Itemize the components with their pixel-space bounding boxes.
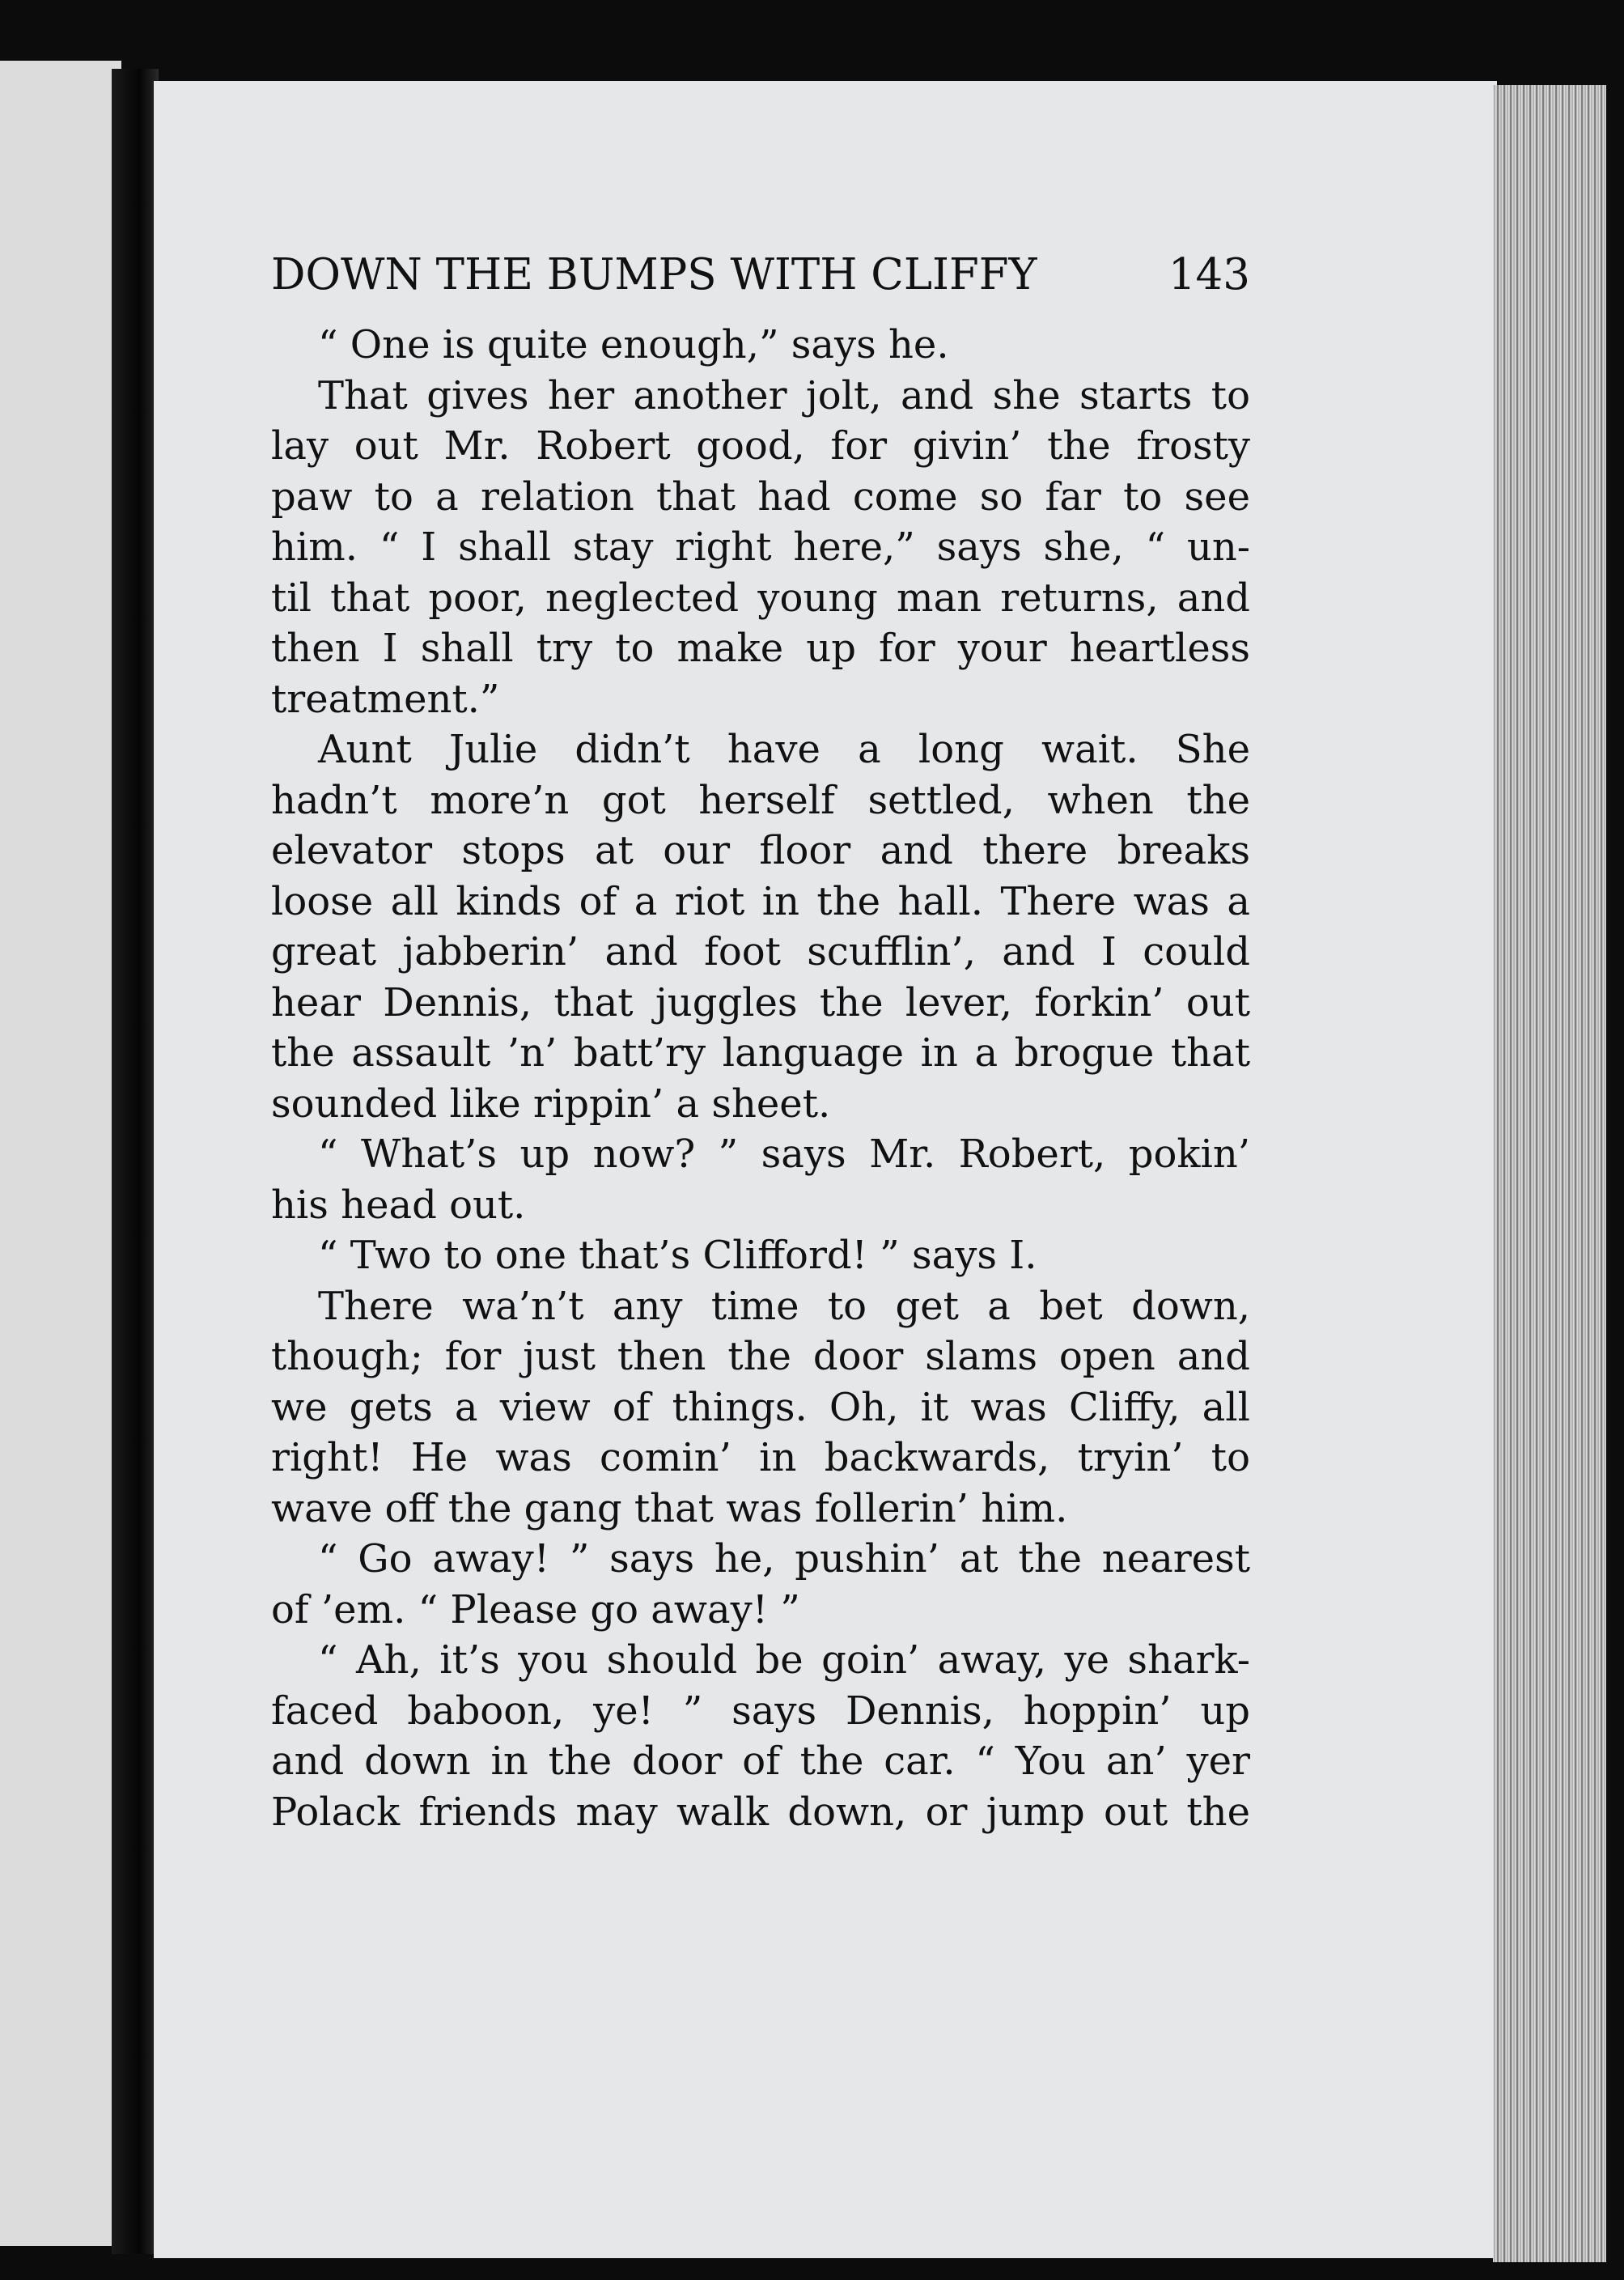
text-line: right! He was comin’ in backwards, tryin’ to	[271, 1435, 1250, 1480]
running-head	[271, 247, 1250, 304]
paragraph	[271, 320, 1250, 371]
text-line: faced baboon, ye! ” says Dennis, hoppin’ up	[271, 1688, 1250, 1734]
text-line: lay out Mr. Robert good, for givin’ the frosty	[271, 423, 1250, 469]
text-line: elevator stops at our floor and there breaks	[271, 828, 1250, 873]
text-line: of ’em. “ Please go away! ”	[271, 1586, 800, 1633]
text-line: hear Dennis, that juggles the lever, forkin’ out	[271, 979, 1250, 1025]
text-line: though; for just then the door slams open and	[271, 1334, 1250, 1379]
text-line: then I shall try to make up for your heartless	[271, 626, 1250, 671]
paragraph	[271, 1635, 1250, 1837]
text-line: Polack friends may walk down, or jump out the	[271, 1789, 1250, 1835]
running-head-title: DOWN THE BUMPS WITH CLIFFY	[271, 250, 1037, 299]
text-line: “ What’s up now? ” says Mr. Robert, pokin’	[318, 1132, 1250, 1177]
text-line: hadn’t more’n got herself settled, when the	[271, 777, 1250, 823]
paragraph	[271, 1281, 1250, 1535]
text-line: great jabberin’ and foot scufflin’, and I could	[271, 929, 1250, 974]
text-line: “ Two to one that’s Clifford! ” says I.	[318, 1233, 1037, 1278]
text-line: his head out.	[271, 1182, 526, 1228]
text-line: wave off the gang that was follerin’ him.	[271, 1485, 1068, 1531]
facing-page-edge	[0, 61, 121, 2246]
page-text	[271, 247, 1250, 1837]
page-number: 143	[1168, 250, 1250, 299]
text-line: “ Go away! ” says he, pushin’ at the nearest	[318, 1536, 1250, 1582]
text-line: treatment.”	[271, 676, 500, 722]
text-line: paw to a relation that had come so far to see	[271, 473, 1250, 520]
body-paragraphs	[271, 320, 1250, 1837]
book-gutter	[112, 69, 159, 2254]
text-line: sounded like rippin’ a sheet.	[271, 1081, 831, 1127]
page-stack-edge	[1493, 85, 1606, 2262]
paragraph	[271, 1230, 1250, 1281]
paragraph	[271, 1129, 1250, 1230]
text-line: There wa’n’t any time to get a bet down,	[318, 1283, 1250, 1329]
text-line: we gets a view of things. Oh, it was Cliffy, all	[271, 1384, 1250, 1430]
text-line: and down in the door of the car. “ You an’ yer	[271, 1739, 1250, 1784]
text-line: til that poor, neglected young man returns, and	[271, 575, 1250, 621]
paragraph	[271, 371, 1250, 725]
paragraph	[271, 724, 1250, 1129]
paragraph	[271, 1534, 1250, 1635]
text-line: “ Ah, it’s you should be goin’ away, ye shark-	[318, 1637, 1250, 1683]
text-line: Aunt Julie didn’t have a long wait. She	[318, 727, 1250, 772]
text-line: loose all kinds of a riot in the hall. There was a	[271, 878, 1250, 924]
text-line: “ One is quite enough,” says he.	[318, 322, 949, 367]
text-line: That gives her another jolt, and she starts to	[318, 372, 1250, 418]
text-line: the assault ’n’ batt’ry language in a brogue that	[271, 1030, 1250, 1076]
text-line: him. “ I shall stay right here,” says she, “ un-	[271, 524, 1250, 570]
